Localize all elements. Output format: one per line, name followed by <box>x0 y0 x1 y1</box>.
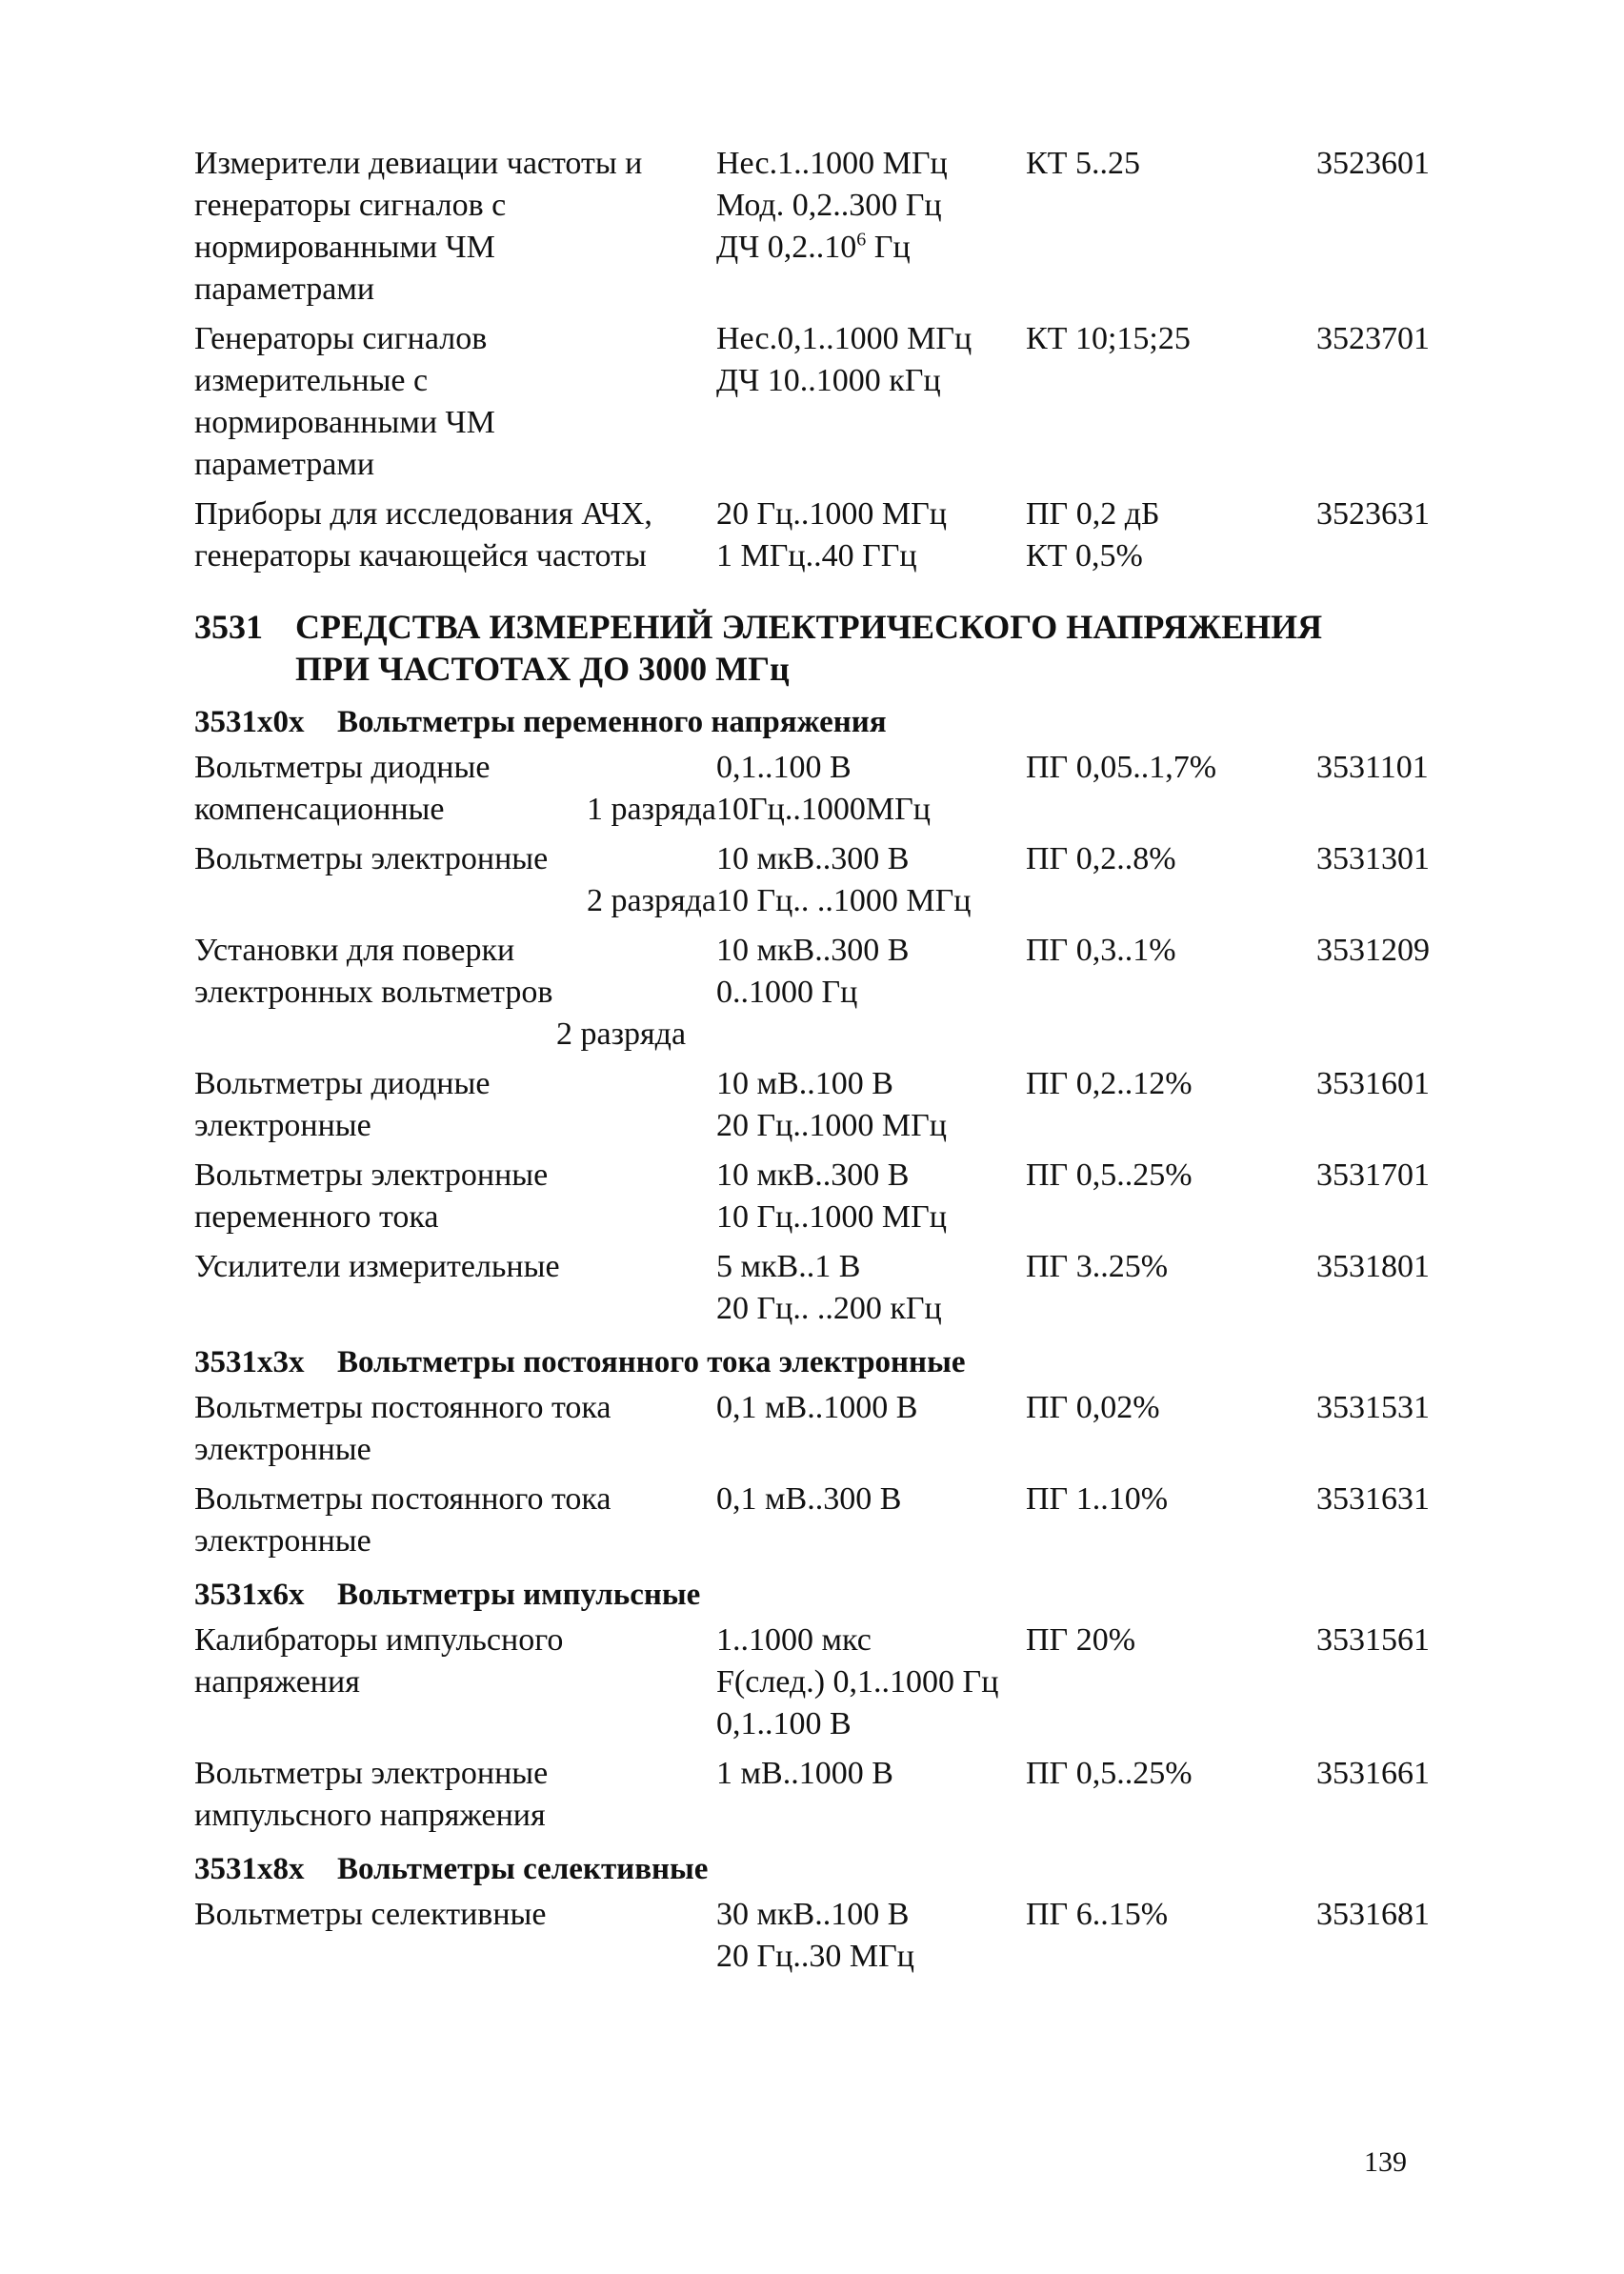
accuracy: ПГ 0,5..25% <box>1026 1756 1193 1791</box>
device-name: Усилители измерительные <box>194 1249 560 1284</box>
measurement-range: 20 Гц..1000 МГц 1 МГц..40 ГГц <box>716 496 947 574</box>
table-row <box>194 143 1471 311</box>
table-row <box>194 318 1471 486</box>
measurement-range: 0,1 мВ..1000 В <box>716 1390 918 1425</box>
section-number: 3531 <box>194 608 263 646</box>
measurement-range: 30 мкВ..100 В 20 Гц..30 МГц <box>716 1897 914 1974</box>
device-name: Вольтметры постоянного тока электронные <box>194 1481 612 1559</box>
measurement-range: 10 мкВ..300 В 10 Гц.. ..1000 МГц <box>716 841 972 918</box>
device-name: Приборы для исследования АЧХ, генераторы качающейся частоты <box>194 496 652 574</box>
code: 3531531 <box>1316 1390 1430 1425</box>
accuracy: ПГ 0,3..1% <box>1026 933 1176 968</box>
device-name: Измерители девиации частоты и генераторы сигналов с нормированными ЧМ параметрами <box>194 146 643 307</box>
table-row <box>194 1753 1471 1837</box>
device-name: Вольтметры постоянного тока электронные <box>194 1390 612 1467</box>
code: 3523601 <box>1316 146 1430 181</box>
table-row <box>194 1387 1471 1471</box>
code: 3531661 <box>1316 1756 1430 1791</box>
measurement-range: 10 мВ..100 В 20 Гц..1000 МГц <box>716 1066 947 1143</box>
measurement-range: 1..1000 мкс F(след.) 0,1..1000 Гц 0,1..100 В <box>716 1622 999 1741</box>
grade: 2 разряда <box>556 1016 687 1052</box>
code: 3531701 <box>1316 1157 1430 1193</box>
code: 3531681 <box>1316 1897 1430 1932</box>
measurement-range: 5 мкВ..1 В 20 Гц.. ..200 кГц <box>716 1249 942 1326</box>
subsection-title: Вольтметры постоянного тока электронные <box>337 1345 966 1379</box>
table-row <box>194 1063 1471 1147</box>
table-row <box>194 1620 1471 1745</box>
accuracy: ПГ 1..10% <box>1026 1481 1169 1517</box>
accuracy: ПГ 0,2..12% <box>1026 1066 1193 1101</box>
device-name: Вольтметры электронные импульсного напряжения <box>194 1756 549 1833</box>
code: 3531209 <box>1316 933 1430 968</box>
code: 3531601 <box>1316 1066 1430 1101</box>
subsection-heading <box>194 701 1471 743</box>
code: 3531801 <box>1316 1249 1430 1284</box>
accuracy: ПГ 0,2 дБ КТ 0,5% <box>1026 496 1160 574</box>
accuracy: ПГ 0,02% <box>1026 1390 1160 1425</box>
device-name: Вольтметры диодные электронные <box>194 1066 491 1143</box>
accuracy: ПГ 0,5..25% <box>1026 1157 1193 1193</box>
subsection-code: 3531x8x <box>194 1852 305 1886</box>
code: 3531301 <box>1316 841 1430 876</box>
accuracy: ПГ 3..25% <box>1026 1249 1169 1284</box>
code: 3531631 <box>1316 1481 1430 1517</box>
table-row <box>194 838 1471 922</box>
device-name: Установки для поверки электронных вольтметров 2 разряда <box>194 930 716 1056</box>
accuracy: ПГ 0,05..1,7% <box>1026 750 1217 785</box>
section-heading <box>194 606 1471 690</box>
measurement-range: 10 мкВ..300 В 0..1000 Гц <box>716 933 910 1010</box>
subsection-heading <box>194 1341 1471 1383</box>
subsection-title: Вольтметры импульсные <box>337 1578 701 1612</box>
table-row <box>194 747 1471 831</box>
grade: 2 разряда <box>586 883 716 918</box>
subsection-code: 3531x3x <box>194 1345 305 1379</box>
table-row <box>194 1246 1471 1330</box>
device-name: Вольтметры электронные переменного тока <box>194 1157 549 1235</box>
measurement-range: Нес.0,1..1000 МГц ДЧ 10..1000 кГц <box>716 321 972 398</box>
table-row <box>194 493 1471 577</box>
subsection-heading <box>194 1848 1471 1890</box>
table-row <box>194 1479 1471 1562</box>
section-title: СРЕДСТВА ИЗМЕРЕНИЙ ЭЛЕКТРИЧЕСКОГО НАПРЯЖЕНИЯ ПРИ ЧАСТОТАХ ДО 3000 МГц <box>295 608 1323 688</box>
device-name: Вольтметры диодные компенсационные 1 разряда <box>194 747 716 831</box>
content <box>194 143 1471 1985</box>
measurement-range: 1 мВ..1000 В <box>716 1756 893 1791</box>
device-name: Генераторы сигналов измерительные с нормированными ЧМ параметрами <box>194 321 495 482</box>
subsection-heading <box>194 1574 1471 1616</box>
grade: 1 разряда <box>586 792 716 827</box>
subsection-title: Вольтметры селективные <box>337 1852 709 1886</box>
accuracy: КТ 10;15;25 <box>1026 321 1191 356</box>
accuracy: ПГ 6..15% <box>1026 1897 1169 1932</box>
table-row <box>194 1894 1471 1978</box>
measurement-range: 0,1..100 В 10Гц..1000МГц <box>716 750 931 827</box>
subsection-code: 3531x6x <box>194 1578 305 1612</box>
measurement-range: 10 мкВ..300 В 10 Гц..1000 МГц <box>716 1157 947 1235</box>
code: 3523701 <box>1316 321 1430 356</box>
subsection-code: 3531x0x <box>194 705 305 739</box>
code: 3531561 <box>1316 1622 1430 1658</box>
accuracy: КТ 5..25 <box>1026 146 1140 181</box>
code: 3523631 <box>1316 496 1430 532</box>
table-row <box>194 1155 1471 1238</box>
accuracy: ПГ 0,2..8% <box>1026 841 1176 876</box>
device-name: Калибраторы импульсного напряжения <box>194 1622 564 1700</box>
code: 3531101 <box>1316 750 1429 785</box>
page-number: 139 <box>1364 2146 1407 2178</box>
measurement-range: Нес.1..1000 МГц Мод. 0,2..300 Гц ДЧ 0,2..10$^6$ Гц <box>716 146 948 265</box>
measurement-range: 0,1 мВ..300 В <box>716 1481 902 1517</box>
device-name: Вольтметры селективные <box>194 1897 547 1932</box>
accuracy: ПГ 20% <box>1026 1622 1136 1658</box>
table-row <box>194 930 1471 1056</box>
device-name: Вольтметры электронные 2 разряда <box>194 838 716 922</box>
subsection-title: Вольтметры переменного напряжения <box>337 705 887 739</box>
